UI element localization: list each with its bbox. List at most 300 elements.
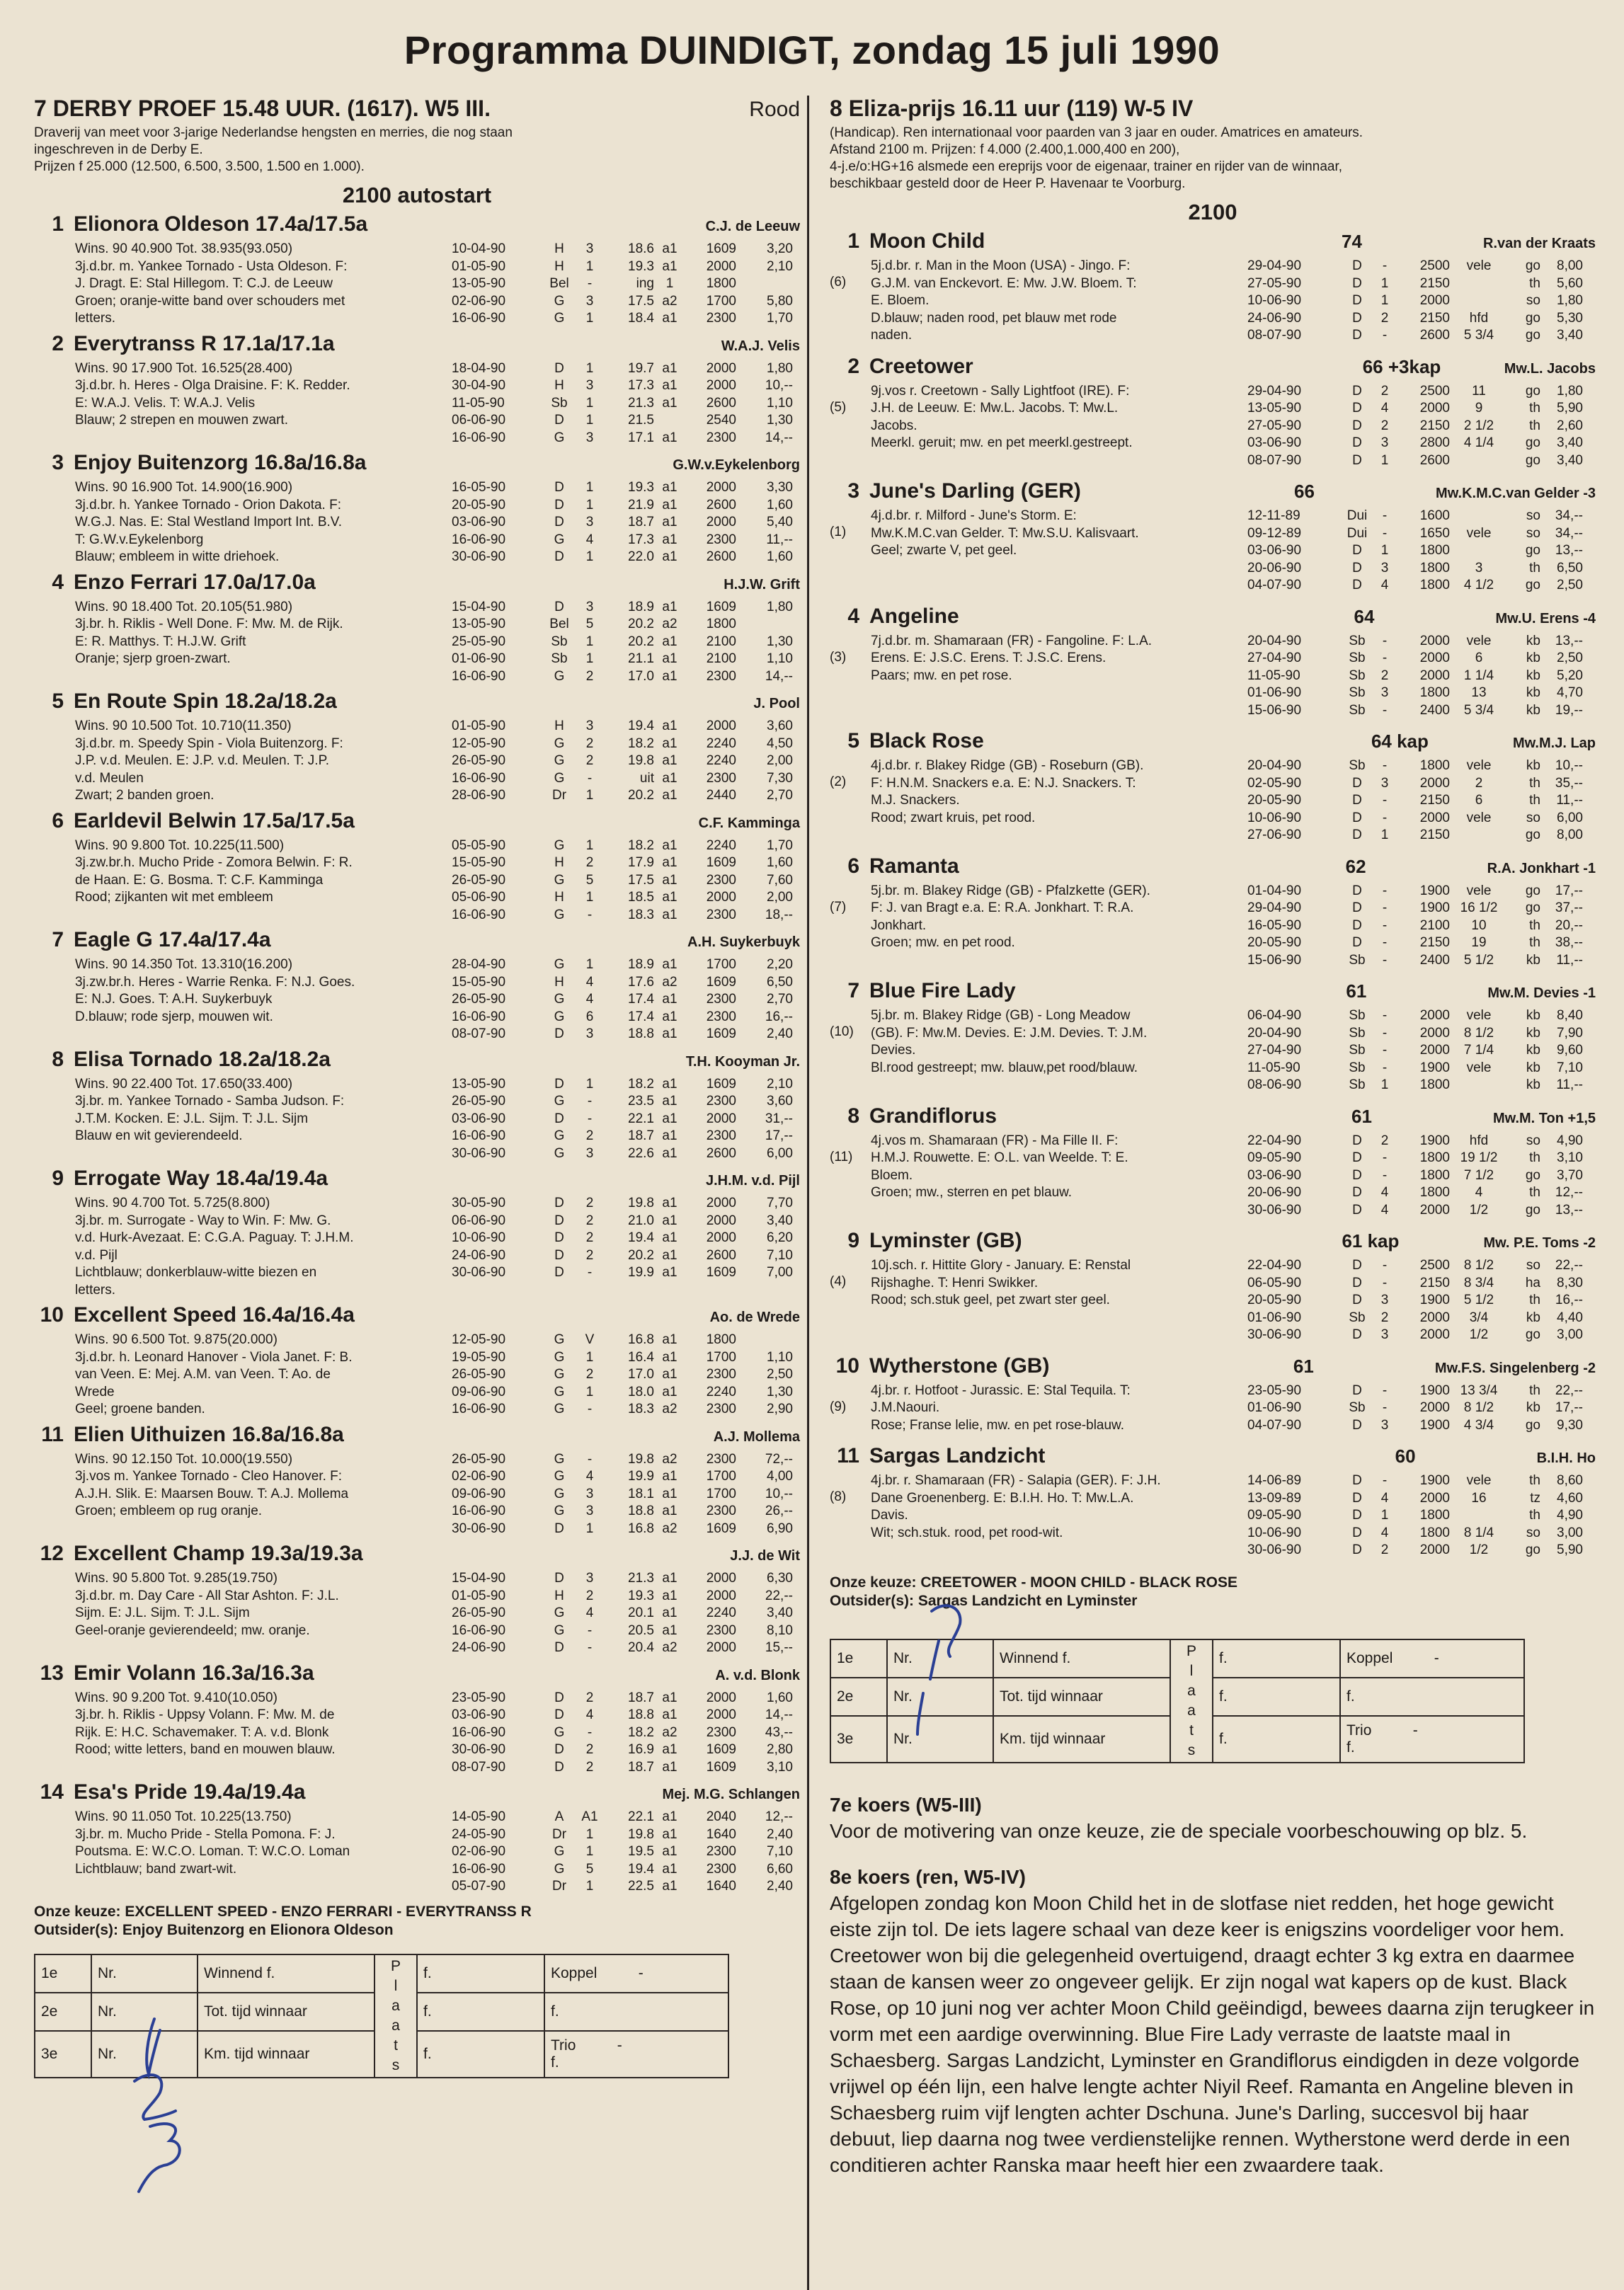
run-cell: vele — [1466, 1473, 1492, 1488]
run-cell: 2540 — [706, 413, 736, 428]
plaats-label: P l a a t s — [374, 1954, 417, 2078]
plaats-amount[interactable]: f. — [417, 2031, 544, 2077]
run-cell: 38,-- — [1555, 935, 1583, 950]
run-cell: 1 — [585, 1521, 594, 1536]
run-cell: th — [1529, 1473, 1540, 1488]
run-cell: 4 — [1380, 1525, 1389, 1540]
run-cell: 17.4 — [628, 992, 654, 1007]
run-cell: 1800 — [706, 617, 736, 631]
run-cell: 2600 — [706, 497, 736, 513]
run-cell: - — [1382, 1060, 1388, 1075]
run-cell: 01-05-90 — [452, 1588, 506, 1603]
run-cell: kb — [1526, 1060, 1540, 1075]
run-cell: D — [1352, 1150, 1362, 1165]
run-cell: 11 — [1472, 383, 1486, 399]
run-cell: 3 — [585, 1571, 594, 1586]
info-line: Lichtblauw; donkerblauw-witte biezen en — [75, 1265, 317, 1280]
jockey-name: H.J.W. Grift — [724, 576, 800, 592]
run-cell: 19 1/2 — [1460, 1150, 1498, 1165]
run-cell: 3,20 — [767, 241, 793, 256]
run-cell: - — [1382, 702, 1388, 718]
plaats-amount[interactable]: f. — [1213, 1639, 1340, 1678]
run-cell: 7,10 — [1557, 1060, 1583, 1075]
jockey-name: Mw.K.M.C.van Gelder -3 — [1436, 486, 1596, 501]
run-cell: D — [554, 413, 564, 428]
trio-label: Trio - — [1346, 1722, 1418, 1739]
run-cell: 2000 — [706, 1690, 736, 1705]
run-cell: 3 — [585, 241, 594, 256]
run-cell: 1 — [1380, 828, 1389, 842]
horse-name: Ramanta — [869, 854, 959, 878]
run-cell: - — [1382, 758, 1388, 773]
run-cell: G — [554, 1145, 565, 1161]
info-line: 4j.br. r. Shamaraan (FR) - Salapia (GER). F: J.H. — [871, 1473, 1161, 1488]
run-cell: 2500 — [1419, 383, 1450, 399]
run-cell: a1 — [662, 1826, 677, 1842]
run-cell: 2300 — [706, 1128, 736, 1143]
run-cell: 23-05-90 — [452, 1690, 506, 1705]
run-cell: 2000 — [1419, 633, 1450, 648]
run-cell: 2,70 — [767, 788, 793, 803]
run-cell: 4 — [1475, 1185, 1483, 1200]
plaats-amount[interactable]: f. — [1213, 1678, 1340, 1716]
run-cell: 2000 — [706, 890, 736, 905]
run-cell: 1609 — [706, 1076, 736, 1092]
run-cell: 2 — [1380, 1310, 1389, 1325]
info-line: Wins. 90 9.200 Tot. 9.410(10.050) — [75, 1690, 278, 1705]
horse-number: 12 — [40, 1542, 64, 1565]
koppel-amount[interactable]: f. — [544, 1993, 728, 2031]
run-cell: Sb — [1349, 758, 1366, 773]
run-cell: 2000 — [1419, 1400, 1450, 1415]
info-line: 4j.d.br. r. Milford - June's Storm. E: — [871, 508, 1077, 523]
trio-amount: f. — [1346, 1739, 1355, 1756]
run-cell: 4 — [1380, 1490, 1389, 1506]
pen-mark-5 — [917, 1641, 939, 1734]
run-cell: 2240 — [706, 1605, 736, 1620]
info-line: 9j.vos r. Creetown - Sally Lightfoot (IRE). F: — [871, 383, 1130, 399]
run-cell: kb — [1526, 1025, 1540, 1041]
info-line: Blauw en wit gevierendeeld. — [75, 1128, 243, 1143]
run-cell: 8 1/2 — [1463, 1025, 1494, 1041]
horse-number: 8 — [847, 1104, 859, 1128]
run-cell: G — [554, 668, 565, 684]
run-cell: 2000 — [1419, 1043, 1450, 1058]
run-cell: go — [1525, 328, 1540, 343]
run-cell: 3 — [585, 1504, 594, 1518]
horse-number: 4 — [52, 570, 64, 594]
result-label: Km. tijd winnaar — [198, 2031, 374, 2077]
info-line: 3j.d.br. m. Speedy Spin - Viola Buitenzorg. F: — [75, 735, 343, 751]
run-cell: 2000 — [1419, 1008, 1450, 1023]
run-cell: vele — [1466, 633, 1492, 648]
run-cell: 22.0 — [628, 549, 654, 564]
run-cell: Sb — [1349, 685, 1366, 700]
run-cell: 2150 — [1419, 310, 1450, 326]
run-cell: 1 — [585, 957, 594, 972]
run-cell: 2000 — [706, 1640, 736, 1655]
run-cell: 1,60 — [767, 497, 793, 513]
run-cell: 1,30 — [767, 413, 793, 428]
run-cell: V — [585, 1332, 595, 1347]
run-cell: 2,10 — [767, 1076, 793, 1092]
run-cell: D — [1352, 793, 1362, 808]
info-line: D.blauw; rode sjerp, mouwen wit. — [75, 1009, 273, 1024]
run-cell: G — [554, 1605, 565, 1620]
run-cell: kb — [1526, 685, 1540, 700]
horse-name: Creetower — [869, 354, 973, 378]
run-cell: 6,00 — [1557, 810, 1583, 825]
jockey-name: J.H.M. v.d. Pijl — [706, 1173, 800, 1189]
run-cell: - — [587, 1724, 593, 1740]
run-cell: 30-06-90 — [452, 1145, 506, 1161]
run-cell: kb — [1526, 633, 1540, 648]
run-cell: 15-05-90 — [452, 974, 506, 990]
info-line: Wins. 90 9.800 Tot. 10.225(11.500) — [75, 837, 285, 853]
run-cell: G — [554, 753, 565, 768]
run-cell: 19.4 — [628, 719, 654, 733]
run-cell: 3 — [1380, 560, 1389, 576]
run-cell: 22,-- — [1555, 1382, 1583, 1398]
info-line: Rood; witte letters, band en mouwen blauw. — [75, 1742, 336, 1757]
run-cell: 10-06-90 — [1247, 810, 1302, 825]
run-cell: - — [1382, 810, 1388, 825]
run-cell: 06-06-90 — [452, 413, 506, 428]
run-cell: D — [1352, 900, 1362, 915]
run-cell: 2000 — [1419, 1310, 1450, 1325]
run-cell: D — [1352, 578, 1362, 592]
run-cell: D — [1352, 1133, 1362, 1148]
run-cell: a1 — [662, 872, 677, 888]
run-cell: - — [1382, 1400, 1388, 1415]
run-cell: 11-05-90 — [1247, 1060, 1300, 1075]
run-cell: 03-06-90 — [452, 515, 506, 529]
run-cell: 2 — [585, 1742, 594, 1757]
run-cell: a2 — [662, 1402, 677, 1416]
run-cell: Sb — [551, 634, 568, 649]
run-cell: D — [1352, 1185, 1362, 1200]
run-cell: 3 — [585, 599, 594, 614]
run-cell: 17.0 — [628, 668, 654, 684]
run-cell: 20-04-90 — [1247, 1025, 1302, 1041]
run-cell: a1 — [662, 241, 677, 256]
pen-mark-1 — [147, 2019, 160, 2074]
run-cell: 5,90 — [1557, 401, 1583, 416]
run-cell: 19.8 — [628, 1196, 654, 1210]
run-cell: 11-05-90 — [452, 395, 505, 411]
run-cell: 6,50 — [1557, 560, 1583, 576]
run-cell: go — [1525, 1542, 1540, 1557]
plaats-amount[interactable]: f. — [417, 1954, 544, 1993]
run-cell: 6 — [1475, 651, 1483, 665]
run-cell: 22.1 — [628, 1111, 654, 1126]
run-cell: 19.8 — [628, 1826, 654, 1842]
run-cell: 10,-- — [765, 378, 793, 393]
info-line: 3j.br. m. Yankee Tornado - Samba Judson. F: — [75, 1094, 345, 1109]
run-cell: 2 — [585, 735, 594, 751]
run-cell: - — [1382, 1167, 1388, 1183]
jockey-name: Mw.M. Devies -1 — [1487, 985, 1596, 1001]
run-cell: go — [1525, 828, 1540, 842]
horse-name: Excellent Champ 19.3a/19.3a — [74, 1542, 363, 1565]
run-cell: 3 — [1380, 775, 1389, 791]
info-line: Davis. — [871, 1508, 908, 1523]
run-cell: 18.8 — [628, 1026, 654, 1041]
run-cell: 08-06-90 — [1247, 1077, 1302, 1092]
run-cell: 2 1/2 — [1463, 418, 1494, 433]
run-cell: 18.9 — [628, 957, 654, 972]
run-cell: 09-06-90 — [452, 1486, 506, 1501]
run-cell: - — [1382, 900, 1388, 915]
run-cell: 6,20 — [767, 1230, 793, 1245]
run-cell: 2600 — [706, 549, 736, 564]
run-cell: vele — [1466, 525, 1492, 541]
run-cell: G — [554, 872, 565, 888]
run-cell: a1 — [662, 1742, 677, 1757]
run-cell: 27-04-90 — [1247, 1043, 1302, 1058]
run-cell: 3,60 — [767, 719, 793, 733]
run-cell: th — [1529, 1382, 1540, 1398]
run-cell: 19.9 — [628, 1265, 654, 1280]
run-cell: a1 — [662, 1009, 677, 1024]
run-cell: 24-06-90 — [1247, 310, 1302, 326]
run-cell: 2,00 — [767, 890, 793, 905]
run-cell: a1 — [662, 1809, 677, 1824]
run-cell: 1 — [585, 1844, 594, 1859]
run-cell: Dr — [551, 788, 567, 803]
run-cell: 1 — [665, 276, 674, 291]
jockey-name: G.W.v.Eykelenborg — [673, 457, 800, 473]
run-cell: 18.6 — [628, 241, 654, 256]
jockey-name: R.van der Kraats — [1483, 236, 1596, 251]
run-cell: G — [554, 1402, 565, 1416]
run-cell: A — [554, 1809, 564, 1824]
run-cell: 8,30 — [1557, 1275, 1583, 1290]
horse-number: 4 — [847, 604, 859, 628]
run-cell: 15-06-90 — [1247, 952, 1302, 968]
run-cell: th — [1529, 935, 1540, 950]
run-cell: 01-05-90 — [452, 719, 506, 733]
info-line: 5j.br. m. Blakey Ridge (GB) - Pfalzkette (GER). — [871, 883, 1150, 898]
run-cell: th — [1529, 793, 1540, 808]
run-cell: 3 — [1380, 1417, 1389, 1433]
run-cell: kb — [1526, 1043, 1540, 1058]
run-cell: 20-04-90 — [1247, 633, 1302, 648]
k7-text: Voor de motivering van onze keuze, zie de speciale voorbeschouwing op blz. 5. — [830, 1819, 1528, 1842]
run-cell: - — [1382, 1043, 1388, 1058]
run-cell: 2,50 — [1557, 578, 1583, 592]
run-cell: 18.0 — [628, 1384, 654, 1399]
run-cell: 2500 — [1419, 1258, 1450, 1273]
run-cell: 4 — [585, 1469, 594, 1484]
run-cell: 1900 — [1419, 883, 1450, 898]
run-cell: 3,10 — [767, 1759, 793, 1775]
run-cell: 17.5 — [628, 872, 654, 888]
run-cell: 17.9 — [628, 855, 654, 870]
run-cell: 1,30 — [767, 634, 793, 649]
run-cell: 22.1 — [628, 1809, 654, 1824]
run-cell: 7,60 — [767, 872, 793, 888]
run-cell: G — [554, 992, 565, 1007]
run-cell: kb — [1526, 1008, 1540, 1023]
info-line: E: N.J. Goes. T: A.H. Suykerbuyk — [75, 992, 273, 1007]
plaats-amount[interactable]: f. — [1213, 1716, 1340, 1762]
run-cell: 5,60 — [1557, 275, 1583, 291]
run-cell: D — [1352, 810, 1362, 825]
run-cell: vele — [1466, 810, 1492, 825]
run-cell: 1 — [1380, 275, 1389, 291]
run-cell: 2,50 — [767, 1367, 793, 1382]
run-cell: 19.3 — [628, 480, 654, 495]
run-cell: 20-05-90 — [1247, 1293, 1302, 1307]
run-cell: G — [554, 1486, 565, 1501]
run-cell: 03-06-90 — [452, 1111, 506, 1126]
run-cell: 2 — [585, 1196, 594, 1210]
run-cell: - — [587, 1451, 593, 1467]
run-cell: 28-06-90 — [452, 788, 506, 803]
run-cell: 8 3/4 — [1463, 1275, 1494, 1290]
info-line: A.J.H. Slik. E: Maarsen Bouw. T: A.J. Mollema — [75, 1486, 349, 1501]
horse-name: Elionora Oldeson 17.4a/17.5a — [74, 212, 368, 236]
run-cell: 3,40 — [767, 1213, 793, 1228]
info-line: 4j.d.br. r. Blakey Ridge (GB) - Roseburn (GB). — [871, 758, 1144, 773]
info-line: Dane Groenenberg. E: B.I.H. Ho. T: Mw.L.A. — [871, 1490, 1134, 1506]
run-cell: 9,30 — [1557, 1417, 1583, 1433]
plaats-amount[interactable]: f. — [417, 1993, 544, 2031]
run-cell: G — [554, 1128, 565, 1143]
info-line: 3j.br. m. Mucho Pride - Stella Pomona. F: J. — [75, 1826, 336, 1842]
koppel-label: Koppel - — [1346, 1649, 1439, 1666]
run-cell: 21.3 — [628, 1571, 654, 1586]
run-cell: 17.5 — [628, 293, 654, 309]
info-line: D.blauw; naden rood, pet blauw met rode — [871, 310, 1117, 326]
run-cell: 2000 — [706, 378, 736, 393]
run-cell: 2,70 — [767, 992, 793, 1007]
run-cell: G — [554, 1724, 565, 1740]
run-cell: 2000 — [706, 1707, 736, 1722]
koppel-amount[interactable]: f. — [1340, 1678, 1524, 1716]
run-cell: 2240 — [706, 735, 736, 751]
run-cell: 13-05-90 — [452, 1076, 506, 1092]
run-cell: 10-06-90 — [1247, 1525, 1302, 1540]
run-cell: 04-07-90 — [1247, 578, 1302, 592]
run-cell: 2 — [585, 753, 594, 768]
run-cell: H — [554, 719, 564, 733]
run-cell: 01-04-90 — [1247, 883, 1302, 898]
horse-number: 1 — [847, 229, 859, 253]
run-cell: 16-06-90 — [452, 1861, 506, 1877]
run-cell: 1 — [1380, 1508, 1389, 1523]
run-cell: 08-07-90 — [452, 1759, 506, 1775]
run-cell: D — [554, 1265, 564, 1280]
run-cell: kb — [1526, 952, 1540, 968]
result-nr[interactable]: Nr. — [91, 2031, 198, 2077]
jockey-name: Mw.M. Ton +1,5 — [1492, 1110, 1596, 1126]
run-cell: kb — [1526, 651, 1540, 665]
run-cell: 4 — [585, 1605, 594, 1620]
run-cell: 17,-- — [1555, 1400, 1583, 1415]
info-line: Rood; zwart kruis, pet rood. — [871, 810, 1036, 825]
run-cell: 19-05-90 — [452, 1349, 506, 1365]
run-cell: a2 — [662, 1451, 677, 1467]
run-cell: 2150 — [1419, 793, 1450, 808]
result-nr[interactable]: Nr. — [91, 1993, 198, 2031]
run-cell: 3 — [585, 515, 594, 529]
result-nr[interactable]: Nr. — [887, 1678, 993, 1716]
run-cell: 08-07-90 — [1247, 328, 1302, 343]
run-cell: vele — [1466, 883, 1492, 898]
run-cell: th — [1529, 775, 1540, 791]
run-cell: G — [554, 1009, 565, 1024]
run-cell: a1 — [662, 1861, 677, 1877]
run-cell: 1800 — [1419, 1185, 1450, 1200]
info-line: 3j.d.br. m. Yankee Tornado - Usta Oldeson. F: — [75, 258, 348, 274]
run-cell: go — [1525, 1167, 1540, 1183]
info-line: Sijm. E: J.L. Sijm. T: J.L. Sijm — [75, 1605, 250, 1620]
result-nr[interactable]: Nr. — [887, 1639, 993, 1678]
run-cell: 4,90 — [1557, 1133, 1583, 1148]
run-cell: a1 — [662, 1571, 677, 1586]
run-cell: 1,70 — [767, 311, 793, 326]
run-cell: 1800 — [1419, 1167, 1450, 1183]
horse-name: Wytherstone (GB) — [869, 1353, 1050, 1378]
run-cell: 06-04-90 — [1247, 1008, 1302, 1023]
run-cell: 01-06-90 — [1247, 1400, 1302, 1415]
run-cell: a1 — [662, 258, 677, 274]
run-cell: 09-12-89 — [1247, 525, 1302, 541]
run-cell: 30-05-90 — [452, 1196, 506, 1210]
run-cell: 9,60 — [1557, 1043, 1583, 1058]
run-cell: 3 — [1380, 1293, 1389, 1307]
run-cell: a1 — [662, 719, 677, 733]
run-cell: 2000 — [706, 360, 736, 376]
result-nr[interactable]: Nr. — [91, 1954, 198, 1993]
info-line: Groen; mw., sterren en pet blauw. — [871, 1185, 1073, 1200]
run-cell: D — [1352, 1417, 1362, 1433]
run-cell: 1 — [1380, 543, 1389, 558]
run-cell: 15,-- — [765, 1640, 793, 1655]
run-cell: 2040 — [706, 1809, 736, 1824]
run-cell: so — [1526, 1133, 1540, 1148]
run-cell: a1 — [662, 668, 677, 684]
run-cell: G — [554, 1384, 565, 1399]
run-cell: 2300 — [706, 1504, 736, 1518]
run-cell: kb — [1526, 1400, 1540, 1415]
run-cell: 17,-- — [1555, 883, 1583, 898]
run-cell: 1 — [585, 395, 594, 411]
info-line: 3j.vos m. Yankee Tornado - Cleo Hanover. F: — [75, 1469, 343, 1484]
run-cell: 6,90 — [767, 1521, 793, 1536]
run-cell: 04-07-90 — [1247, 1417, 1302, 1433]
run-cell: 20-05-90 — [452, 497, 506, 513]
run-cell: 05-07-90 — [452, 1879, 506, 1894]
horse-name: Enzo Ferrari 17.0a/17.0a — [74, 570, 316, 594]
horse-name: Elien Uithuizen 16.8a/16.8a — [74, 1422, 344, 1446]
run-cell: 2,20 — [767, 957, 793, 972]
run-cell: G — [554, 1861, 565, 1877]
result-nr[interactable]: Nr. — [887, 1716, 993, 1762]
horse-name: Emir Volann 16.3a/16.3a — [74, 1661, 314, 1685]
jockey-name: C.J. de Leeuw — [705, 219, 800, 234]
run-cell: Sb — [1349, 668, 1366, 683]
run-cell: D — [1352, 917, 1362, 933]
run-cell: 20-06-90 — [1247, 560, 1302, 576]
result-label: Winnend f. — [993, 1639, 1170, 1678]
run-cell: 1,80 — [767, 599, 793, 614]
horse-weight: 62 — [1345, 855, 1366, 877]
run-cell: 1 — [585, 497, 594, 513]
run-cell: Dui — [1346, 508, 1368, 523]
